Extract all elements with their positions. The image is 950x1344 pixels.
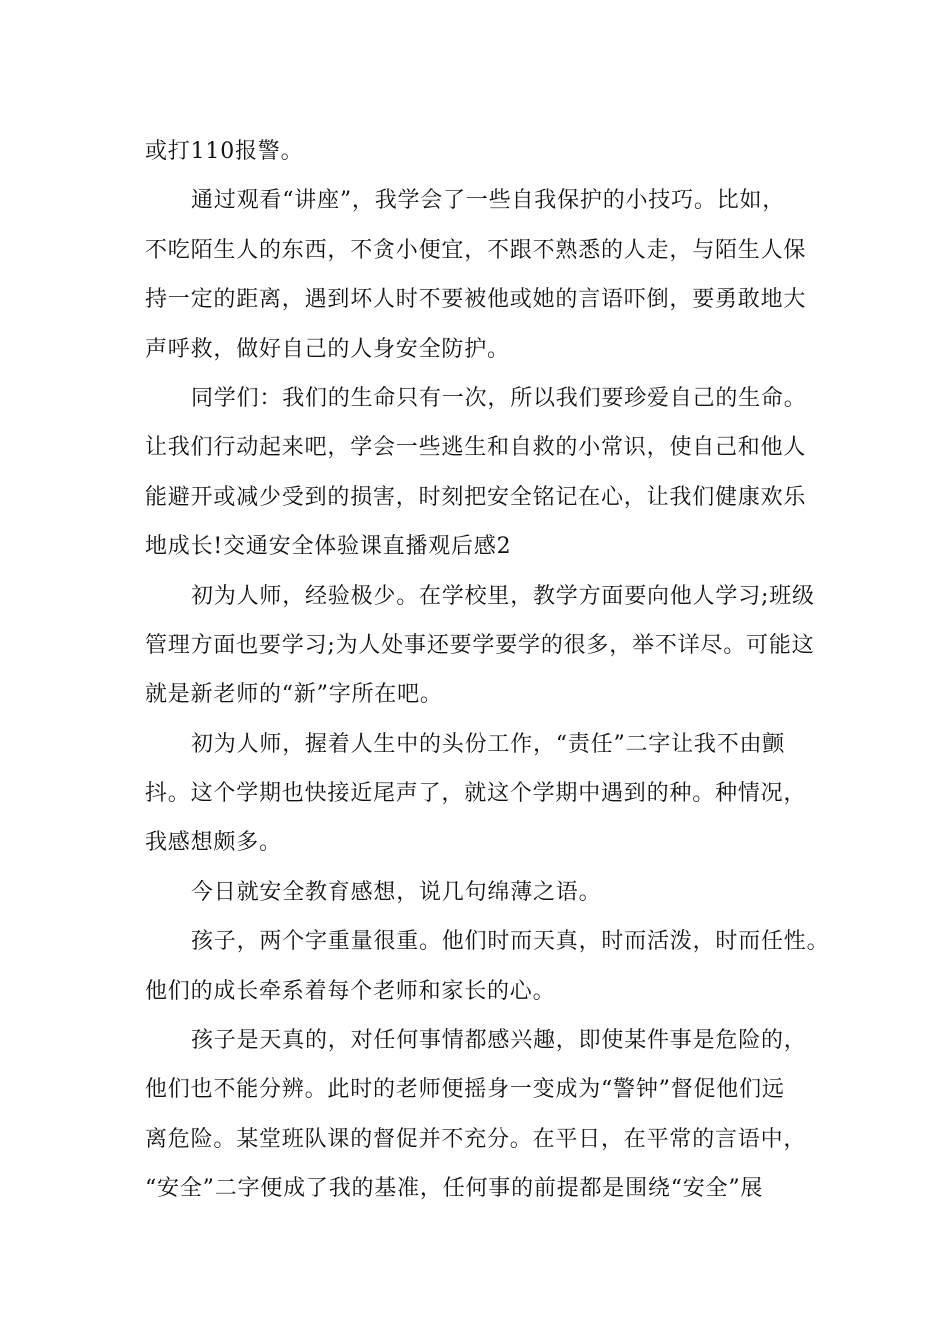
- text-line: 通过观看“讲座”，我学会了一些自我保护的小技巧。比如，: [191, 188, 786, 214]
- text-line: 就是新老师的“新”字所在吧。: [145, 682, 443, 708]
- text-line: 初为人师，经验极少。在学校里，教学方面要向他人学习;班级: [191, 583, 815, 609]
- text-line: 或打110报警。: [145, 139, 304, 164]
- text-line: 持一定的距离，遇到坏人时不要被他或她的言语吓倒，要勇敢地大: [145, 287, 807, 313]
- text-line: 孩子是天真的，对任何事情都感兴趣，即使某件事是危险的，: [191, 1028, 807, 1054]
- text-line: 不吃陌生人的东西，不贪小便宜，不跟不熟悉的人走，与陌生人保: [145, 237, 807, 263]
- text-line: 初为人师，握着人生中的头份工作，“责任”二字让我不由颤: [191, 731, 786, 757]
- text-line: 抖。这个学期也快接近尾声了，就这个学期中遇到的种。种情况，: [145, 781, 807, 807]
- text-line: 能避开或减少受到的损害，时刻把安全铭记在心，让我们健康欢乐: [145, 484, 807, 510]
- text-line: 他们的成长牵系着每个老师和家长的心。: [145, 978, 556, 1004]
- text-line: 我感想颇多。: [145, 830, 282, 856]
- document-body: [145, 127, 830, 1214]
- text-line: 管理方面也要学习;为人处事还要学要学的很多，举不详尽。可能这: [145, 632, 815, 658]
- text-line: 今日就安全教育感想，说几句绵薄之语。: [191, 879, 602, 905]
- text-line: 声呼救，做好自己的人身安全防护。: [145, 336, 510, 362]
- text-line: “安全”二字便成了我的基准，任何事的前提都是围绕“安全”展: [145, 1176, 764, 1202]
- text-line: 同学们：我们的生命只有一次，所以我们要珍爱自己的生命。: [191, 385, 807, 411]
- text-line: 孩子，两个字重量很重。他们时而天真，时而活泼，时而任性。: [191, 929, 830, 955]
- text-line: 让我们行动起来吧，学会一些逃生和自救的小常识，使自己和他人: [145, 435, 807, 461]
- text-line: 地成长!交通安全体验课直播观后感2: [145, 534, 512, 560]
- text-line: 离危险。某堂班队课的督促并不充分。在平日，在平常的言语中，: [145, 1126, 807, 1152]
- text-line: 他们也不能分辨。此时的老师便摇身一变成为“警钟”督促他们远: [145, 1077, 785, 1103]
